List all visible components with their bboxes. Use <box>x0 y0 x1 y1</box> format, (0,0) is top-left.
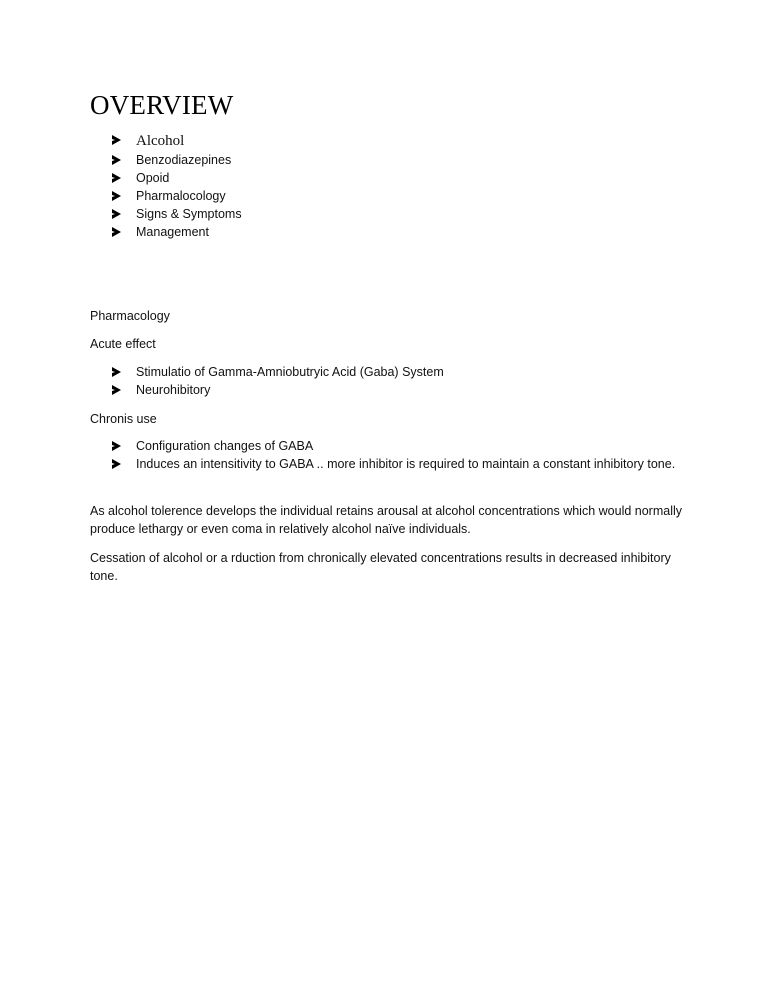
arrow-bullet-icon <box>112 155 121 165</box>
page-title: OVERVIEW <box>90 90 234 120</box>
paragraph-tolerance: As alcohol tolerence develops the individual retains arousal at alcohol concentrations which would normally produce lethargy or even coma in relatively alcohol naïve individuals. <box>90 504 683 536</box>
list-item: Pharmalocology <box>112 187 242 205</box>
arrow-bullet-icon <box>112 459 121 469</box>
list-item: Stimulatio of Gamma-Amniobutryic Acid (Gaba) System <box>112 363 444 381</box>
arrow-bullet-icon <box>112 191 121 201</box>
chronic-use-label: Chronis use <box>90 412 157 426</box>
list-item: Induces an intensitivity to GABA .. more inhibitor is required to maintain a constant inhibitory tone. <box>112 455 681 473</box>
list-item: Opoid <box>112 169 242 187</box>
arrow-bullet-icon <box>112 227 121 237</box>
list-item: Management <box>112 223 242 241</box>
arrow-bullet-icon <box>112 209 121 219</box>
list-item: Benzodiazepines <box>112 151 242 169</box>
acute-effect-list <box>112 363 444 399</box>
section-heading: Pharmacology <box>90 309 170 323</box>
acute-effect-label: Acute effect <box>90 337 156 351</box>
overview-list <box>112 131 242 241</box>
list-item: Signs & Symptoms <box>112 205 242 223</box>
chronic-use-list <box>112 437 681 473</box>
arrow-bullet-icon <box>112 367 121 377</box>
list-item: Neurohibitory <box>112 381 444 399</box>
arrow-bullet-icon <box>112 441 121 451</box>
arrow-bullet-icon <box>112 385 121 395</box>
list-item: Alcohol <box>112 131 242 151</box>
arrow-bullet-icon <box>112 135 121 145</box>
paragraph-cessation: Cessation of alcohol or a rduction from chronically elevated concentrations results in decreased inhibitory tone. <box>90 551 671 583</box>
arrow-bullet-icon <box>112 173 121 183</box>
list-item: Configuration changes of GABA <box>112 437 681 455</box>
